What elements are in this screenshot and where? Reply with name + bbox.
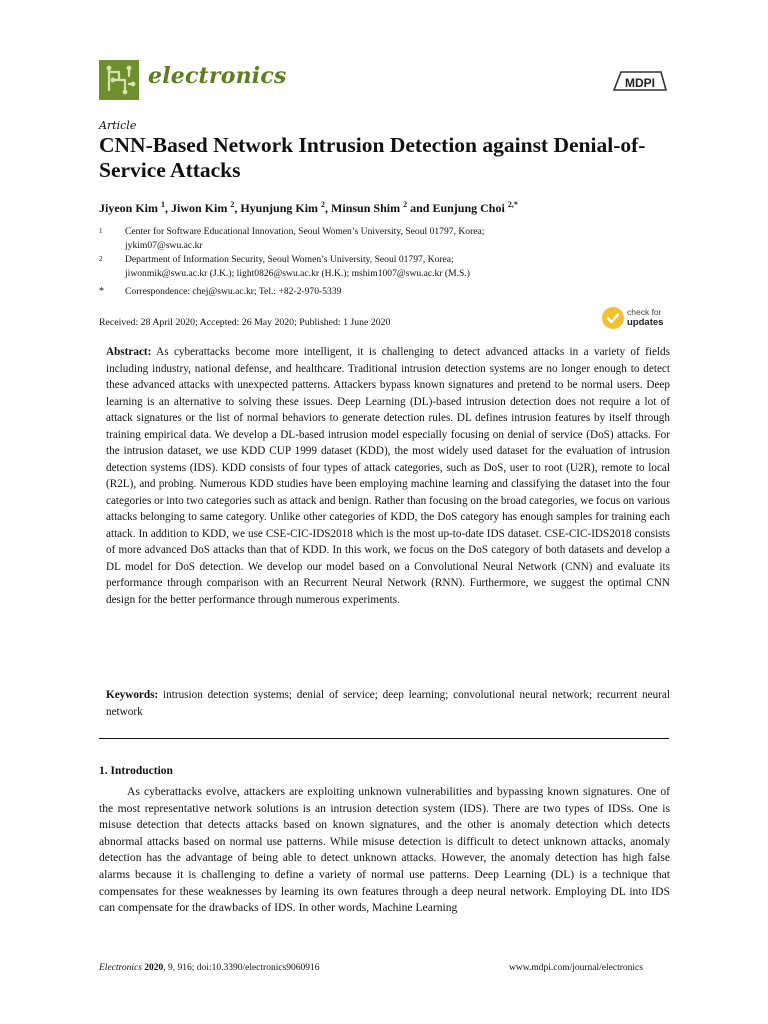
publisher-logo [611,68,669,96]
author-sup: 1 [161,200,165,209]
author: Minsun Shim [331,201,401,215]
author-sup: 2 [321,200,326,209]
author: Jiyeon Kim [99,201,158,215]
author: Jiwon Kim [171,201,228,215]
keywords [106,687,670,720]
circuit-icon [99,60,139,100]
svg-text:MDPI: MDPI [625,76,655,90]
abstract-label: Abstract: [106,346,152,358]
check-updates-label[interactable]: check for updates [627,307,664,328]
section-heading: 1. Introduction [99,765,173,777]
journal-logo [99,60,139,100]
affiliation: 1 Center for Software Educational Innovation, Seoul Women’s University, Seoul 01797, Korea; jykim07@swu.ac.kr [99,226,485,251]
keywords-label: Keywords: [106,689,159,701]
abstract [106,344,670,608]
divider [99,738,669,739]
publication-dates: Received: 28 April 2020; Accepted: 26 May 2020; Published: 1 June 2020 [99,317,391,328]
paper-title: CNN-Based Network Intrusion Detection against Denial-of-Service Attacks [99,133,646,182]
abstract-text: As cyberattacks become more intelligent, it is challenging to detect advanced attacks in a variety of fields including industry, national defense, and healthcare. Traditional intrusion detection systems are no longer enough to detect these advanced attacks with unexpected patterns. Attackers bypass known signatures and pretend to be normal users. Deep learning is an alternative to solving these issues. Deep Learning (DL)-based intrusion detection does not require a lot of attack signatures or the list of normal behaviors to generate detection rules. DL defines intrusion features by itself through training empirical data. We develop a DL-based intrusion model especially focusing on denial of service (DoS) attacks. For the intrusion dataset, we use KDD CUP 1999 dataset (KDD), the most widely used dataset for the evaluation of intrusion detection systems (IDS). KDD consists of four types of attack categories, such as DoS, user to root (U2R), remote to local (R2L), and probing. Numerous KDD studies have been employing machine learning and classifying the dataset into the four categories or into two categories such as attack and benign. Rather than focusing on the broad categories, we focus on various attacks belonging to same category. Unlike other categories of KDD, the DoS category has enough samples for training each attack. In addition to KDD, we use CSE-CIC-IDS2018 which is the most up-to-date IDS dataset. CSE-CIC-IDS2018 consists of more advanced DoS attacks than that of KDD. In this work, we focus on the DoS category of both datasets and develop a DL model for DoS detection. We develop our model based on a Convolutional Neural Network (CNN) and evaluate its performance through comparison with an Recurrent Neural Network (RNN). Furthermore, we suggest the optimal CNN design for the better performance through numerous experiments. [106,346,670,606]
author: Hyunjung Kim [240,201,319,215]
article-type: Article [99,119,137,132]
journal-name: electronics [148,63,287,89]
keywords-text: intrusion detection systems; denial of service; deep learning; convolutional neural network; recurrent neural network [106,689,671,718]
mdpi-icon [611,68,669,96]
author-sup: 2 [403,200,408,209]
author-sup: 2,* [507,200,518,209]
author: Eunjung Choi [432,201,505,215]
affiliation: 2 Department of Information Security, Seoul Women’s University, Seoul 01797, Korea; jiwonmik@swu.ac.kr (J.K.); light0826@swu.ac.kr (H.K.); mshim1007@swu.ac.kr (M.S.) [99,254,470,279]
citation-footer: Electronics 2020, 9, 916; doi:10.3390/electronics9060916 [99,963,320,973]
body-paragraph: As cyberattacks evolve, attackers are exploiting unknown vulnerabilities and bypassing known signatures. One of the most representative network solutions is an intrusion detection system (IDS). There are two types of IDSs. One is misuse detection that detects attacks based on known signatures, and the other is anomaly detection which detects abnormal attacks based on normal use patterns. While misuse detection is difficult to detect unknown attacks, anomaly detection has the advantage of being able to detect unknown attacks. However, the anomaly detection has high false alarms because it is challenging to define a variety of normal use patterns. Deep Learning (DL) is a technique that compensates for these weaknesses by learning its own features through a deep neural network. Employing DL into IDS can compensate for the drawbacks of IDS. In other words, Machine Learning [99,785,670,915]
author-sup: 2 [230,200,235,209]
journal-url-link[interactable]: www.mdpi.com/journal/electronics [509,963,643,973]
check-updates-icon [601,306,625,330]
correspondence: * Correspondence: chej@swu.ac.kr; Tel.: +82-2-970-5339 [99,286,342,297]
author-list: Jiyeon Kim $^1$, Jiwon Kim $^2$, Hyunjung Kim $^2$, Minsun Shim $^2$ and Eunjung Choi $^{2,*}$ [99,200,518,215]
